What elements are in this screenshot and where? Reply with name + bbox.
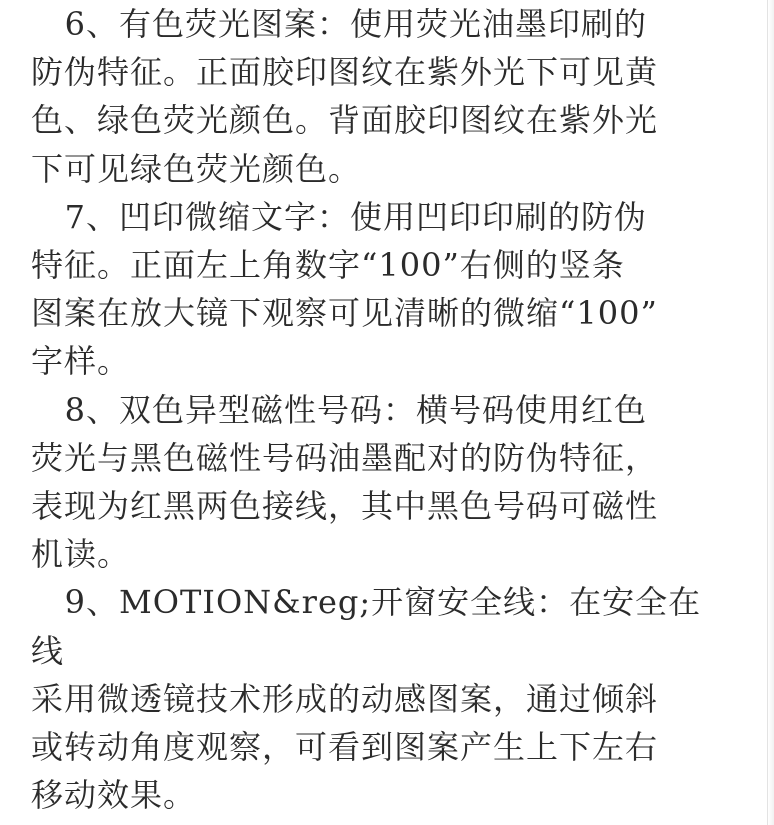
article-body (31, 0, 721, 819)
paragraph-motion-security-thread: 9、MOTION&reg;开窗安全线：在安全在线 采用微透镜技术形成的动感图案，通过倾斜 或转动角度观察，可看到图案产生上下左右 移动效果。 (31, 583, 702, 815)
paragraph-magnetic-serial-number: 8、双色异型磁性号码：横号码使用红色 荧光与黑色磁性号码油墨配对的防伪特征， 表现为红黑两色接线，其中黑色号码可磁性 机读。 (31, 390, 659, 574)
paragraph-intaglio-microtext: 7、凹印微缩文字：使用凹印印刷的防伪 特征。正面左上角数字“100”右侧的竖条 图案在放大镜下观察可见清晰的微缩“100” 字样。 (31, 197, 658, 381)
scrollbar-edge[interactable] (767, 0, 774, 825)
paragraph-fluorescent-pattern: 6、有色荧光图案：使用荧光油墨印刷的 防伪特征。正面胶印图纹在紫外光下可见黄 色、绿色荧光颜色。背面胶印图纹在紫外光 下可见绿色荧光颜色。 (31, 5, 659, 188)
